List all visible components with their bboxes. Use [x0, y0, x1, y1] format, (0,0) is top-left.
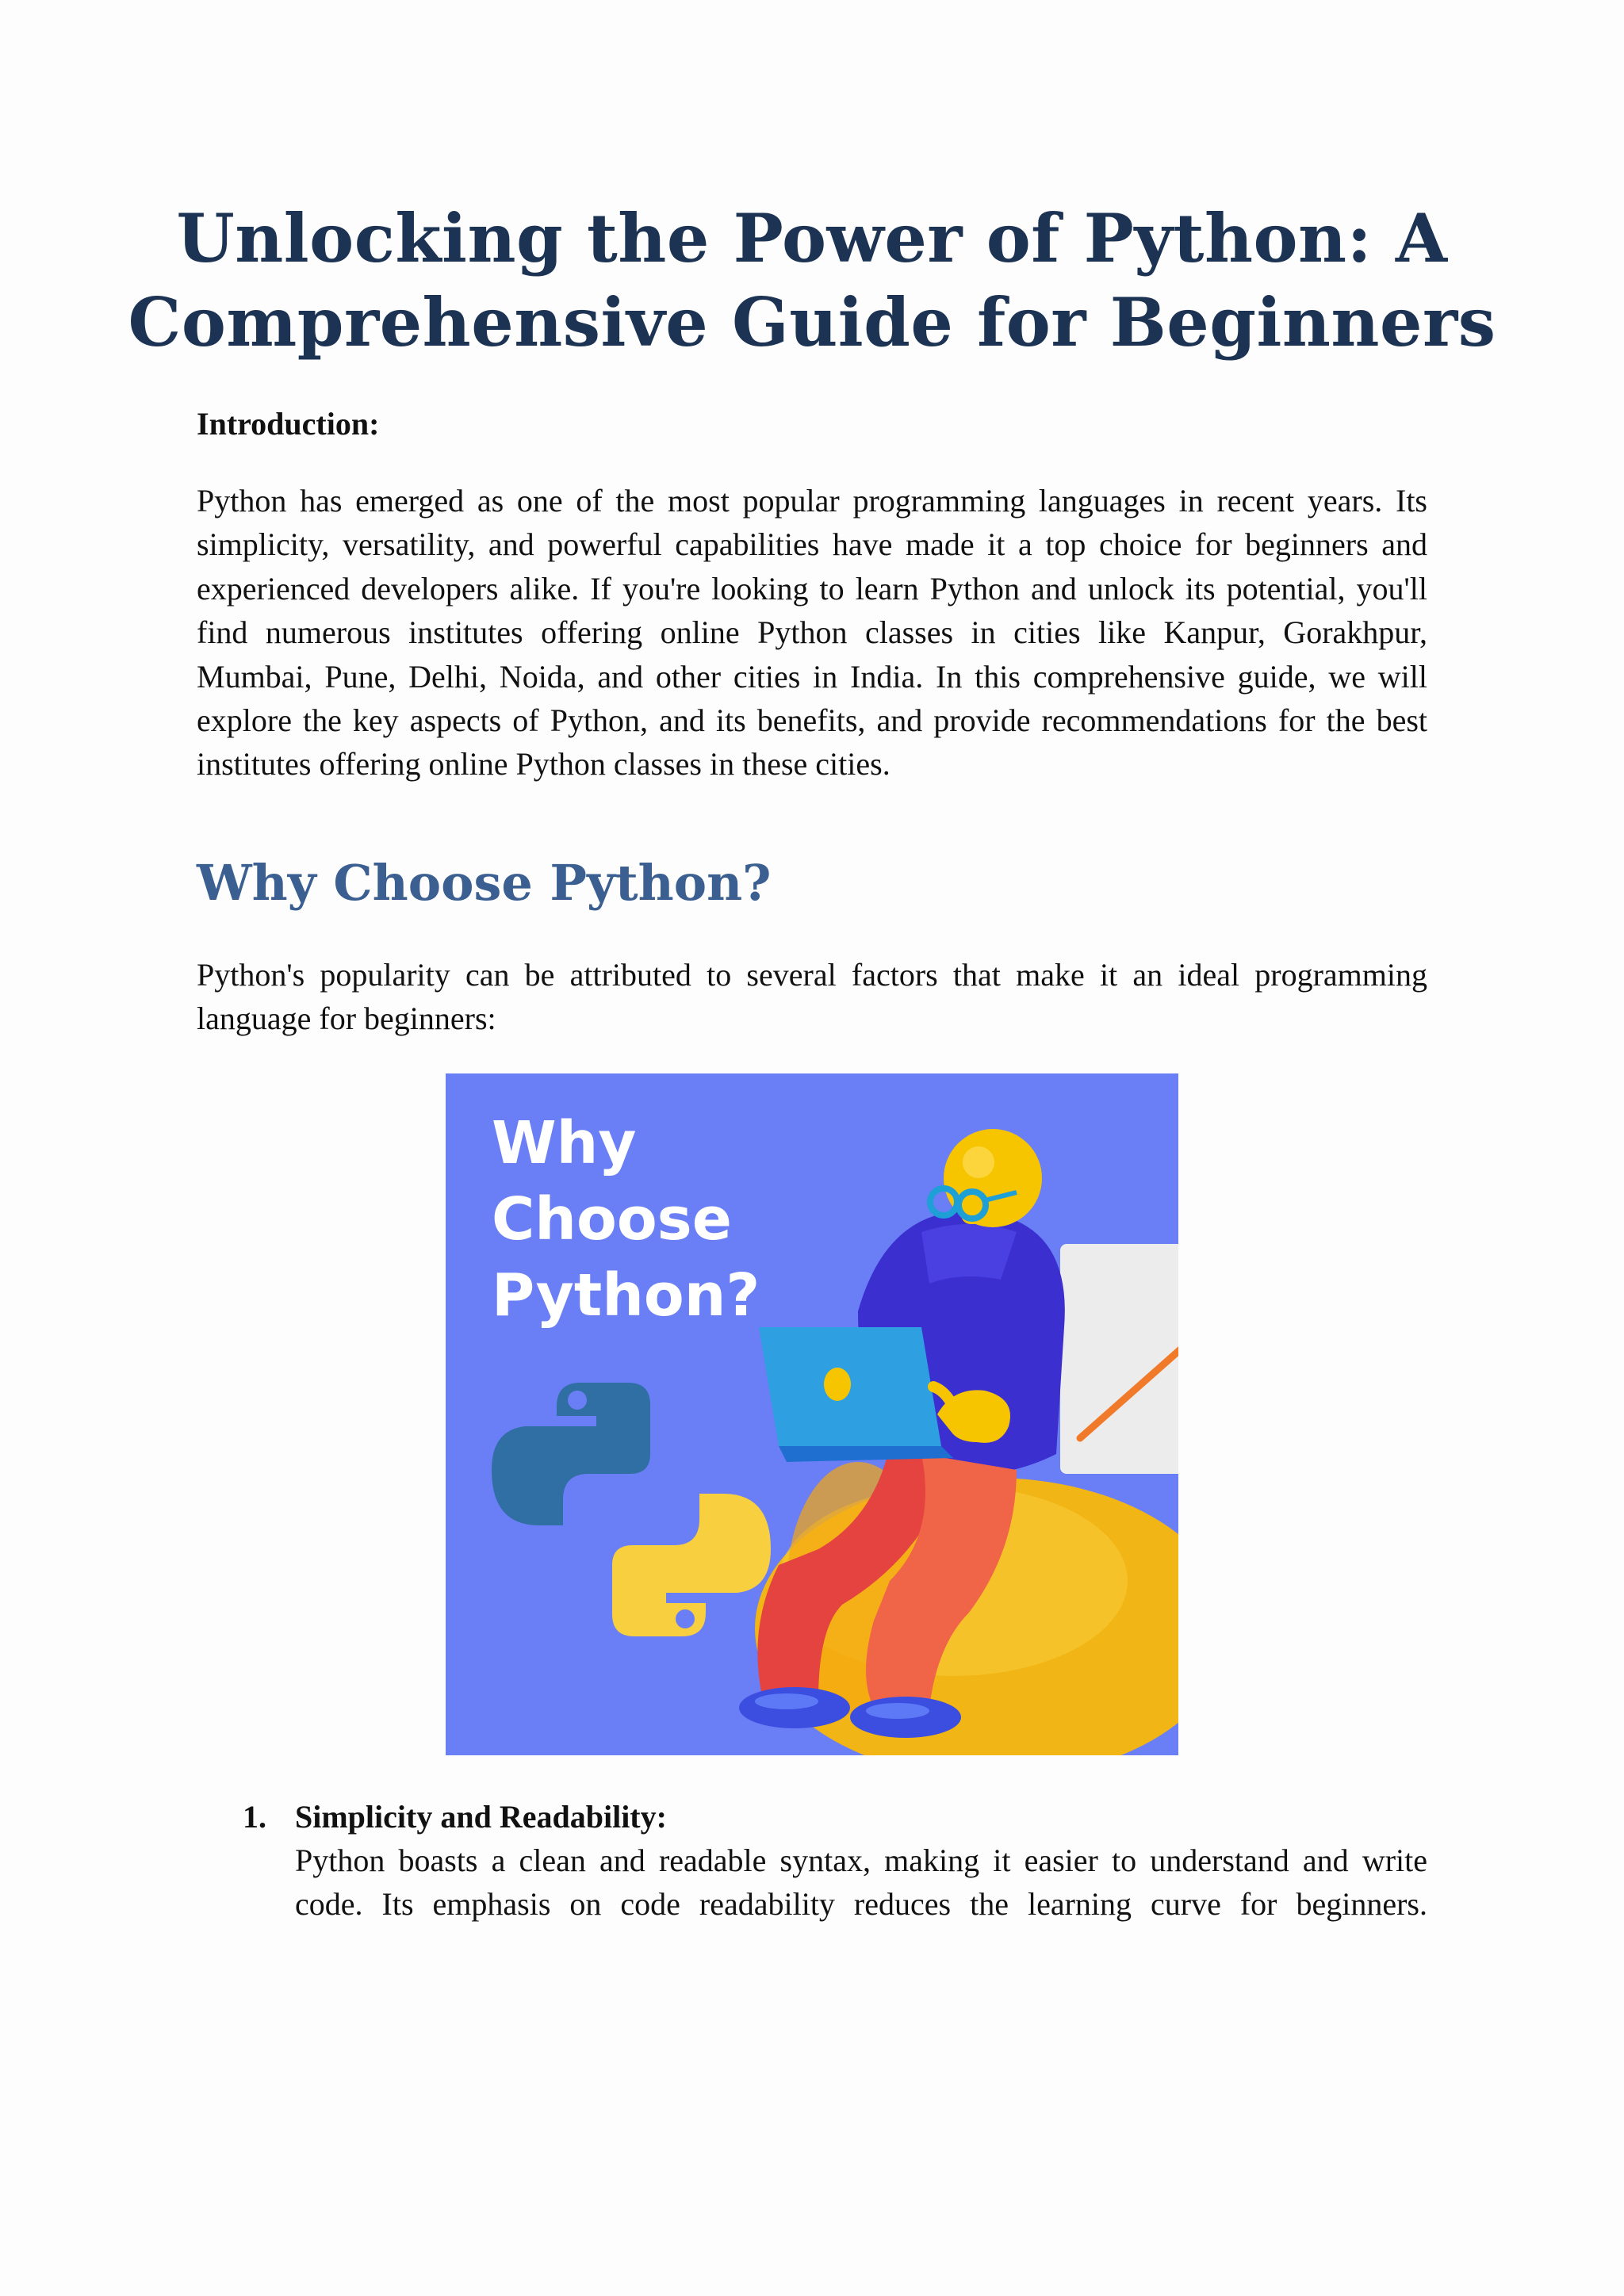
illustration-line-1: Why [492, 1109, 637, 1177]
list-item-body [295, 1795, 1427, 1927]
section-paragraph: Python's popularity can be attributed to several factors that make it an ideal programming language for beginners: [197, 957, 1427, 1037]
document-title: Unlocking the Power of Python: A Comprehensive Guide for Beginners [128, 199, 1496, 362]
laptop-icon [759, 1327, 953, 1462]
python-logo-icon [492, 1383, 771, 1636]
list-item-text: Python boasts a clean and readable syntax, making it easier to understand and write code. Its emphasis on code readability reduces the learning curve for beginners. [295, 1843, 1427, 1923]
list-item-title: Simplicity and Readability: [295, 1799, 667, 1835]
benefits-list [243, 1795, 1427, 1927]
illustration-line-2: Choose [492, 1185, 732, 1253]
list-item-number: 1. [243, 1799, 266, 1835]
introduction-paragraph: Python has emerged as one of the most popular programming languages in recent years. Its simplicity, versatility, and powerful capabilities have made it a top choice for beginners and experienced developers alike. If you're looking to learn Python and unlock its potential, you'll find numerous institutes offering online Python classes in cities like Kanpur, Gorakhpur, Mumbai, Pune, Delhi, Noida, and other cities in India. In this comprehensive guide, we will explore the key aspects of Python, and its benefits, and provide recommendations for the best institutes offering online Python classes in these cities. [197, 483, 1427, 783]
why-choose-python-illustration [446, 1073, 1178, 1755]
introduction-heading: Introduction: [197, 406, 380, 442]
illustration-line-3: Python? [492, 1261, 760, 1330]
illustration-caption [492, 1105, 760, 1334]
whiteboard-icon [1060, 1244, 1178, 1474]
list-item [243, 1795, 1427, 1927]
section-heading-why-choose-python: Why Choose Python? [197, 854, 772, 912]
